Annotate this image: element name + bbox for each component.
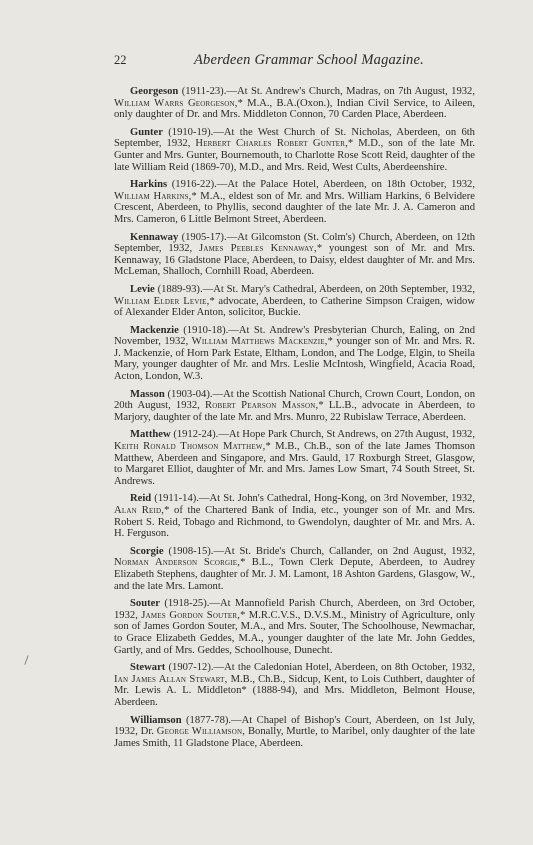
entry-surname: Masson	[130, 388, 165, 400]
entry-lead: —At the Scottish National Church, Crown Court, London, on 20th August, 1932,	[114, 388, 475, 412]
entry-lead: —At St. Andrew's Presbyterian Church, Ealing, on 2nd November, 1932,	[114, 324, 475, 348]
marriage-notices	[114, 86, 475, 749]
entry-details: * younger son of Mr. and Mrs. R. J. Mackenzie, of Horn Park Estate, Eltham, London, and The Lodge, Elgin, to Sheila Mary, younger daughter of Mr. and Mrs. Leslie McIntosh, Wingfield, Acacia Road, Acton, London, W.3.	[114, 336, 475, 383]
page-number: 22	[114, 53, 127, 67]
entry-lead: —At the Palace Hotel, Aberdeen, on 18th October, 1932,	[216, 179, 475, 191]
entry-dates: (1908-15).	[168, 545, 214, 557]
entry-dates: (1910-19).	[168, 126, 214, 138]
marriage-entry-matthew	[114, 429, 475, 487]
marriage-entry-harkins	[114, 179, 475, 225]
entry-lead: —At St. Andrew's Church, Madras, on 7th August, 1932,	[226, 86, 475, 97]
entry-details: Bonally, Murtle, to Maribel, only daughter of the late James Smith, 11 Gladstone Place, Aberdeen.	[114, 726, 476, 749]
marriage-entry-scorgie	[114, 546, 475, 592]
entry-surname: Mackenzie	[130, 324, 179, 336]
entry-details: * of the Chartered Bank of India, etc., younger son of Mr. and Mrs. Robert S. Reid, Tobago and Richmond, to Gwendolyn, daughter of Mr. and Mrs. A. H. Ferguson.	[114, 505, 475, 540]
entry-dates: (1910-18).	[183, 324, 229, 336]
entry-details: * M.B., Ch.B., son of the late James Thomson Matthew, Aberdeen and Singapore, and Mrs. Gauld, 17 Roxburgh Street, Glasgow, to Margaret Elliot, daughter of Mr. and Mrs. James Low Smart, 74 South Street, St. Andrews.	[114, 441, 475, 487]
entry-groom: James Peebles Kennaway,	[199, 243, 317, 255]
entry-groom: Norman Anderson Scorgie,	[114, 557, 241, 569]
entry-lead: —At Gilcomston (St. Colm's) Church, Aberdeen, on 12th September, 1932,	[114, 231, 475, 255]
entry-surname: Scorgie	[130, 545, 164, 557]
entry-groom: James Gordon Souter,	[141, 609, 241, 621]
entry-details: * M.A., B.A.(Oxon.), Indian Civil Service, to Aileen, only daughter of Dr. and Mrs. Middleton Connon, 70 Carden Place, Aberdeen.	[114, 97, 475, 121]
entry-details: * advocate, Aberdeen, to Catherine Simpson Craigen, widow of Alexander Elder Anton, solicitor, Buckie.	[114, 295, 475, 319]
entry-dates: (1907-12).	[168, 662, 214, 674]
entry-lead: —At the West Church of St. Nicholas, Aberdeen, on 6th September, 1932,	[114, 126, 475, 150]
entry-details: M.B., Ch.B., Sidcup, Kent, to Lois Cuthbert, daughter of Mr. Lewis A. L. Middleton* (1888-94), and Mrs. Middleton, Belmont House, Aberdeen.	[114, 673, 475, 708]
entry-dates: (1916-22).	[171, 179, 217, 191]
entry-surname: Kennaway	[130, 231, 179, 243]
entry-surname: Reid	[130, 493, 152, 505]
entry-dates: (1912-24).	[173, 429, 219, 441]
entry-groom: William Matthews Mackenzie,	[191, 336, 328, 348]
marriage-entry-georgeson	[114, 86, 475, 121]
entry-surname: Harkins	[130, 179, 168, 191]
entry-dates: (1918-25).	[164, 598, 210, 610]
marriage-entry-gunter	[114, 127, 475, 173]
marriage-entry-levie	[114, 284, 475, 319]
entry-surname: Gunter	[130, 126, 163, 138]
entry-dates: (1903-04).	[167, 388, 213, 400]
entry-surname: Stewart	[130, 662, 166, 674]
entry-groom: William Warrs Georgeson,	[114, 97, 238, 109]
entry-surname: Levie	[130, 283, 155, 295]
entry-details: * B.L., Town Clerk Depute, Aberdeen, to Audrey Elizabeth Stephens, daughter of Mr. J. M. Lamont, 18 Ashton Gardens, Glasgow, W., and the late Mrs. Lamont.	[114, 557, 476, 592]
entry-lead: —At Hope Park Church, St Andrews, on 27th August, 1932,	[218, 429, 475, 441]
entry-details: * M.A., eldest son of Mr. and Mrs. William Harkins, 6 Belvidere Crescent, Aberdeen, to Phyllis, second daughter of the late Mr. J. A. Cameron and Mrs. Cameron, 6 Little Belmont Street, Aberdeen.	[114, 190, 475, 225]
entry-lead: —At Chapel of Bishop's Court, Aberdeen, on 1st July, 1932, Dr.	[114, 714, 475, 738]
entry-dates: (1877-78).	[186, 714, 232, 726]
entry-surname: Georgeson	[130, 86, 179, 97]
entry-details: * M.R.C.V.S., D.V.S.M., Ministry of Agriculture, only son of James Gordon Souter, M.A., and Mrs. Souter, The Schoolhouse, Newmachar, to Grace Elizabeth Geddes, M.A., younger daughter of the late Mr. John Geddes, Gartly, and of Mrs. Geddes, Schoolhouse, Dunecht.	[114, 609, 475, 656]
page-header	[114, 52, 475, 69]
margin-pencil-mark	[24, 655, 28, 665]
entry-surname: Souter	[130, 598, 161, 610]
marriage-entry-williamson	[114, 715, 475, 750]
entry-details: * M.D., son of the late Mr. Gunter and Mrs. Gunter, Bournemouth, to Charlotte Rose Scott Reid, daughter of the late William Reid (1869-70), M.D., and Mrs. Reid, West Cults, Aberdeenshire.	[114, 138, 475, 173]
entry-dates: (1889-93).	[157, 283, 203, 295]
marriage-entry-mackenzie	[114, 325, 475, 383]
entry-lead: —At Mannofield Parish Church, Aberdeen, on 3rd October, 1932,	[114, 598, 475, 621]
entry-groom: George Williamson,	[156, 726, 246, 738]
entry-groom: Ian James Allan Stewart,	[114, 673, 228, 685]
entry-surname: Matthew	[130, 429, 171, 441]
entry-dates: (1905-17).	[181, 231, 227, 243]
journal-title: Aberdeen Grammar School Magazine.	[194, 52, 424, 68]
marriage-entry-stewart	[114, 662, 475, 708]
marriage-entry-reid	[114, 493, 475, 539]
marriage-entry-kennaway	[114, 232, 475, 278]
entry-surname: Williamson	[130, 714, 182, 726]
entry-groom: Keith Ronald Thomson Matthew,	[114, 441, 266, 453]
entry-lead: —At St. Bride's Church, Callander, on 2nd August, 1932,	[213, 545, 475, 557]
entry-lead: —At St. Mary's Cathedral, Aberdeen, on 20th September, 1932,	[202, 283, 475, 295]
entry-dates: (1911-14).	[154, 493, 199, 505]
marriage-entry-souter	[114, 598, 475, 656]
entry-dates: (1911-23).	[181, 86, 227, 97]
entry-groom: Alan Reid,	[114, 505, 165, 516]
entry-lead: —At the Caledonian Hotel, Aberdeen, on 8th October, 1932,	[213, 662, 476, 674]
entry-groom: Robert Pearson Masson,	[204, 400, 319, 412]
entry-lead: —At St. John's Cathedral, Hong-Kong, on 3rd November, 1932,	[198, 493, 475, 505]
entry-details: * youngest son of Mr. and Mrs. Kennaway, 16 Gladstone Place, Aberdeen, to Daisy, eldest daughter of Mr. and Mrs. McLeman, Shalloch, Cornhill Road, Aberdeen.	[114, 243, 475, 278]
entry-details: * LL.B., advocate in Aberdeen, to Marjory, daughter of the late Mr. and Mrs. Munro, 22 Rubislaw Terrace, Aberdeen.	[114, 400, 476, 423]
entry-groom: William Elder Levie,	[114, 295, 210, 307]
entry-groom: Herbert Charles Robert Gunter,	[195, 138, 348, 150]
entry-groom: William Harkins,	[114, 190, 192, 202]
marriage-entry-masson	[114, 389, 475, 424]
